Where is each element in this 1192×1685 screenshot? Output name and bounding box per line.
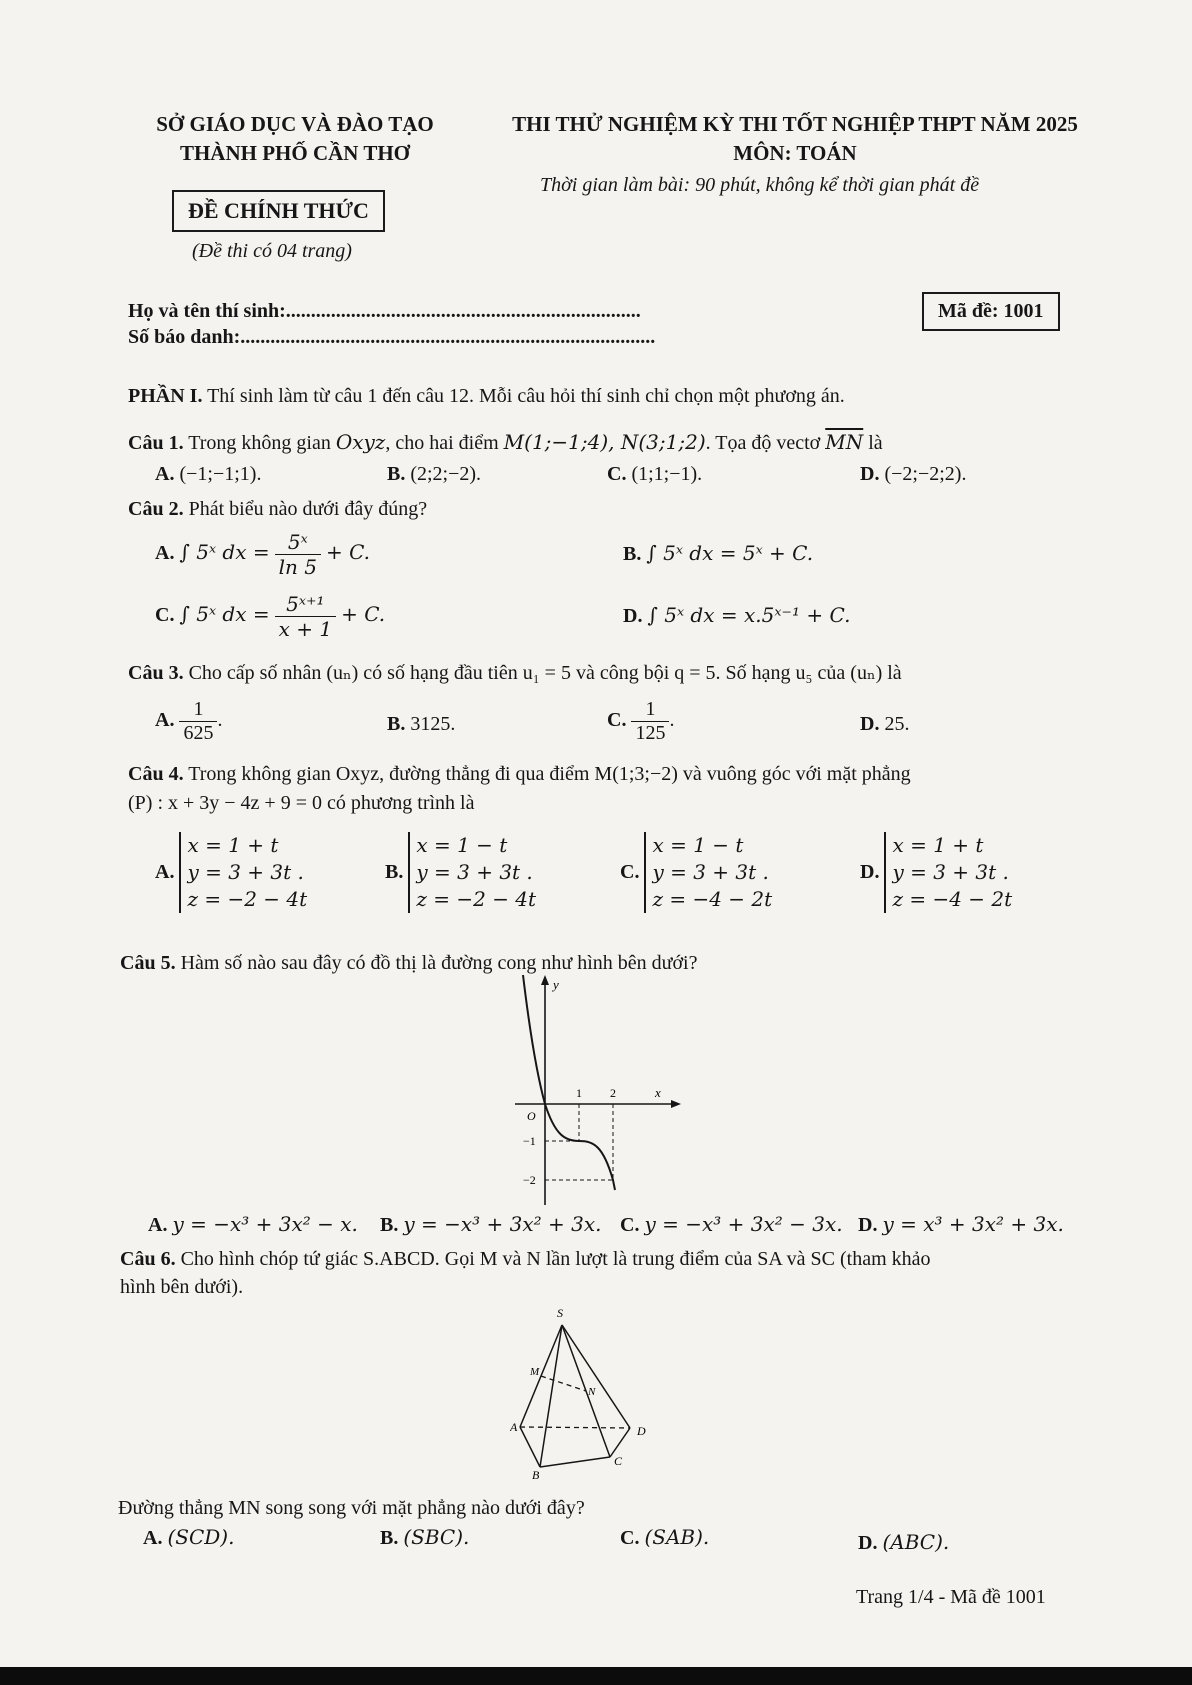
q3-option-b[interactable]: B. 3125. bbox=[387, 713, 456, 735]
part1-heading: PHẦN I. bbox=[128, 385, 203, 407]
q2-option-a[interactable]: A. ∫ 5ˣ dx = $\frac{\text{5ˣ}}{\ln 5}$ + C. bbox=[155, 530, 371, 579]
q4-option-a[interactable]: A. x = 1 + t y = 3 + 3t . z = −2 − 4t bbox=[155, 833, 308, 911]
q5-option-a[interactable]: A. y = −x³ + 3x² − x. bbox=[148, 1212, 358, 1236]
q3-label: Câu 3. bbox=[128, 662, 184, 684]
vertex-b-label: B bbox=[532, 1468, 540, 1480]
q1-points: M(1;−1;4), N(3;1;2) bbox=[503, 430, 706, 454]
subject: MÔN: TOÁN bbox=[733, 141, 857, 165]
graph-x1-label: 1 bbox=[576, 1086, 582, 1100]
q2-label: Câu 2. bbox=[128, 498, 184, 520]
graph-ym2-label: −2 bbox=[523, 1173, 536, 1187]
q4-option-c[interactable]: C. x = 1 − t y = 3 + 3t . z = −4 − 2t bbox=[620, 833, 773, 911]
vertex-d-label: D bbox=[637, 1424, 646, 1438]
q4-text-1: Trong không gian Oxyz, đường thẳng đi qua điểm M(1;3;−2) và vuông góc với mặt phẳng bbox=[188, 763, 911, 785]
q6-text-1: Cho hình chóp tứ giác S.ABCD. Gọi M và N lần lượt là trung điểm của SA và SC (tham khảo bbox=[180, 1248, 931, 1270]
vertex-s-label: S bbox=[557, 1306, 563, 1320]
part1-line bbox=[128, 385, 845, 408]
part1-instructions: Thí sinh làm từ câu 1 đến câu 12. Mỗi câu hỏi thí sinh chỉ chọn một phương án. bbox=[207, 385, 845, 407]
graph-x2-label: 2 bbox=[610, 1086, 616, 1100]
q1-text-d: là bbox=[868, 432, 883, 454]
q1-option-a[interactable]: A. (−1;−1;1). bbox=[155, 463, 262, 485]
pages-note: (Đề thi có 04 trang) bbox=[192, 240, 352, 262]
exam-code-box: Mã đề: 1001 bbox=[922, 292, 1060, 331]
dept-line-1: SỞ GIÁO DỤC VÀ ĐÀO TẠO bbox=[156, 112, 434, 136]
q4-stem-2: (P) : x + 3y − 4z + 9 = 0 có phương trình là bbox=[128, 792, 475, 814]
point-n-label: N bbox=[588, 1386, 596, 1398]
q4-stem-1 bbox=[128, 763, 911, 786]
q2-option-d[interactable]: D. ∫ 5ˣ dx = x.5ˣ⁻¹ + C. bbox=[623, 603, 851, 627]
dept-line-2: THÀNH PHỐ CẦN THƠ bbox=[179, 141, 411, 165]
q1-text-c: . Tọa độ vectơ bbox=[705, 432, 821, 454]
q6-option-d[interactable]: D. (ABC). bbox=[858, 1530, 950, 1554]
scan-bottom-edge bbox=[0, 1667, 1192, 1685]
q2-option-c[interactable]: C. ∫ 5ˣ dx = $\frac{\text{5ˣ⁺¹}}{x + 1}$ + C. bbox=[155, 592, 386, 641]
cubic-graph bbox=[505, 975, 685, 1215]
official-stamp: ĐỀ CHÍNH THỨC bbox=[172, 190, 385, 232]
graph-ym1-label: −1 bbox=[523, 1134, 536, 1148]
q1-space: Oxyz bbox=[335, 430, 386, 454]
point-m-label: M bbox=[530, 1366, 540, 1378]
q1-option-b[interactable]: B. (2;2;−2). bbox=[387, 463, 482, 485]
graph-x-label: x bbox=[655, 1085, 661, 1100]
q4-option-d[interactable]: D. x = 1 + t y = 3 + 3t . z = −4 − 2t bbox=[860, 833, 1013, 911]
q6-label: Câu 6. bbox=[120, 1248, 176, 1270]
q5-label: Câu 5. bbox=[120, 952, 176, 974]
q3-option-d[interactable]: D. 25. bbox=[860, 713, 910, 735]
candidate-name-field: Họ và tên thí sinh:....................................................................... bbox=[128, 300, 641, 322]
q2-text: Phát biểu nào dưới đây đúng? bbox=[188, 498, 428, 520]
q6-option-b[interactable]: B. (SBC). bbox=[380, 1525, 470, 1549]
graph-origin-label: O bbox=[527, 1109, 536, 1123]
candidate-id-field: Số báo danh:................................................................................... bbox=[128, 326, 656, 348]
q3-option-c[interactable]: C. $\frac{1}{125}$ . bbox=[607, 698, 675, 744]
q2-option-b[interactable]: B. ∫ 5ˣ dx = 5ˣ + C. bbox=[623, 541, 814, 565]
q4-option-b[interactable]: B. x = 1 − t y = 3 + 3t . z = −2 − 4t bbox=[385, 833, 537, 911]
pyramid-figure bbox=[510, 1295, 680, 1480]
q5-option-c[interactable]: C. y = −x³ + 3x² − 3x. bbox=[620, 1212, 843, 1236]
vertex-c-label: C bbox=[614, 1454, 623, 1468]
vertex-a-label: A bbox=[510, 1420, 518, 1434]
q6-option-a[interactable]: A. (SCD). bbox=[143, 1525, 235, 1549]
q5-text: Hàm số nào sau đây có đồ thị là đường cong như hình bên dưới? bbox=[180, 952, 698, 974]
graph-y-label: y bbox=[553, 977, 559, 992]
time-note: Thời gian làm bài: 90 phút, không kể thời gian phát đề bbox=[540, 174, 980, 196]
q5-option-d[interactable]: D. y = x³ + 3x² + 3x. bbox=[858, 1212, 1064, 1236]
q3-option-a[interactable]: A. $\frac{1}{625}$ . bbox=[155, 698, 223, 744]
exam-title: THI THỬ NGHIỆM KỲ THI TỐT NGHIỆP THPT NĂM 2025 bbox=[512, 112, 1078, 136]
q5-stem bbox=[120, 952, 698, 975]
q1-vector: $\overline{MN}$ bbox=[825, 430, 864, 454]
q6-stem-2: hình bên dưới). bbox=[120, 1276, 244, 1298]
q6-question: Đường thẳng MN song song với mặt phẳng nào dưới đây? bbox=[118, 1497, 585, 1519]
q6-option-c[interactable]: C. (SAB). bbox=[620, 1525, 710, 1549]
q1-stem bbox=[128, 430, 883, 455]
q6-stem-1 bbox=[120, 1248, 931, 1271]
q3-text: Cho cấp số nhân (uₙ) có số hạng đầu tiên u₁ = 5 và công bội q = 5. Số hạng u₅ của (uₙ) là bbox=[188, 662, 902, 684]
q1-text-a: Trong không gian bbox=[188, 432, 331, 454]
page-footer: Trang 1/4 - Mã đề 1001 bbox=[856, 1586, 1046, 1608]
q1-label: Câu 1. bbox=[128, 432, 184, 454]
q2-stem bbox=[128, 498, 427, 521]
q1-text-b: , cho hai điểm bbox=[385, 432, 499, 454]
q4-label: Câu 4. bbox=[128, 763, 184, 785]
q5-option-b[interactable]: B. y = −x³ + 3x² + 3x. bbox=[380, 1212, 602, 1236]
q3-stem bbox=[128, 660, 902, 685]
q1-option-d[interactable]: D. (−2;−2;2). bbox=[860, 463, 967, 485]
q1-option-c[interactable]: C. (1;1;−1). bbox=[607, 463, 703, 485]
